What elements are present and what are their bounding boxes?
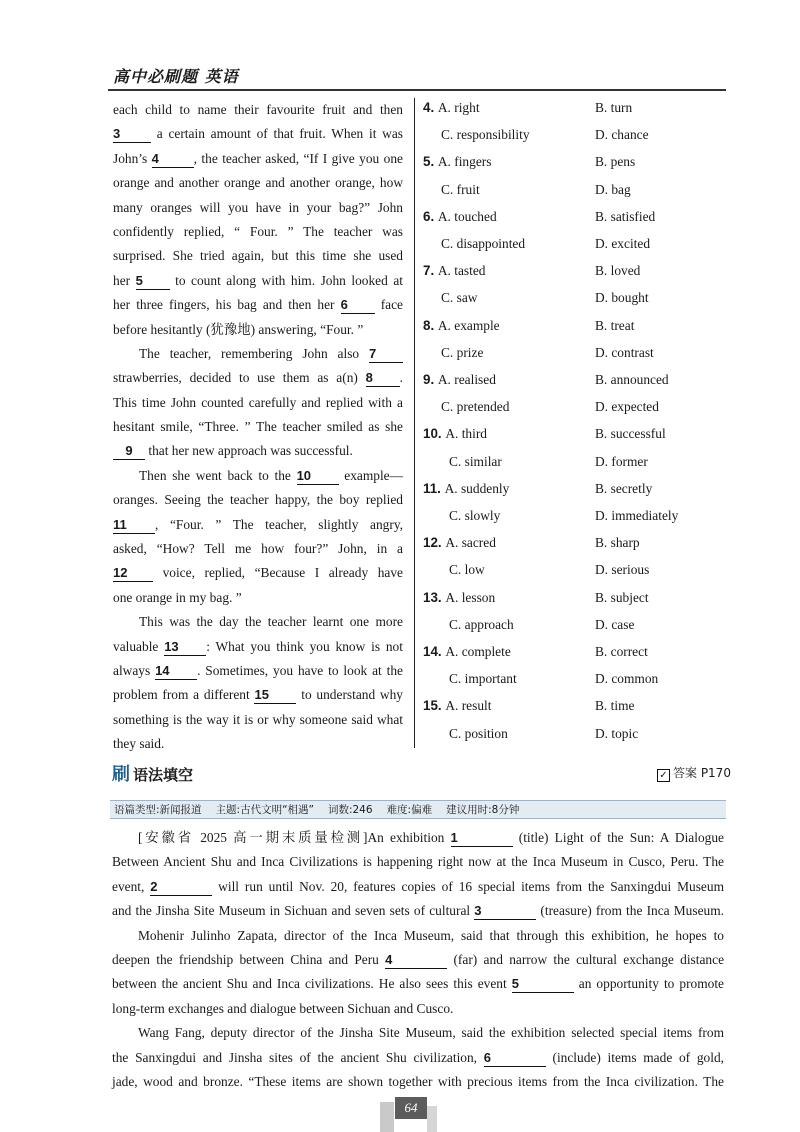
- blank-5: 5: [512, 976, 574, 993]
- option-row: [423, 207, 497, 227]
- option-c: C. prize: [441, 344, 484, 360]
- option-d: D. contrast: [595, 344, 654, 360]
- passage-info-bar: [110, 800, 726, 819]
- passage-line: strawberries, decided to use them as a(n) 8 .: [113, 370, 403, 386]
- option-c: C. similar: [449, 453, 502, 469]
- passage-line: orange and another orange and another orange, how: [113, 175, 403, 191]
- option-row: [423, 316, 500, 336]
- option-d: D. chance: [595, 127, 649, 143]
- check-icon: ✓: [657, 769, 670, 782]
- blank-14: 14: [155, 663, 197, 680]
- answer-reference-text: 答案 P170: [673, 766, 731, 780]
- page-decoration: [427, 1106, 437, 1132]
- option-d: D. case: [595, 616, 635, 632]
- option-b: B. subject: [595, 589, 649, 605]
- passage-line: Then she went back to the 10 example—: [139, 467, 403, 483]
- passage-line: 3 a certain amount of that fruit. When it was: [113, 126, 403, 142]
- passage-line: something is the way it is or why someone said what: [113, 711, 403, 727]
- blank-1: 1: [451, 830, 513, 847]
- passage-line: This time John counted carefully and replied with a: [113, 394, 403, 410]
- option-row: [423, 642, 511, 662]
- passage-line: event, 2 will run until Nov. 20, features copies of 16 special items from the Sanxingdui Museum: [112, 878, 724, 894]
- section-mark: 刷: [112, 764, 130, 785]
- passage-line: problem from a different 15 to understand why: [113, 687, 403, 703]
- passage-line: confidently replied, “ Four. ” The teacher was: [113, 223, 403, 239]
- option-a: A. result: [445, 698, 492, 714]
- option-row: [423, 696, 491, 716]
- cloze-passage: [113, 98, 403, 757]
- option-d: D. former: [595, 453, 648, 469]
- option-a: A. lesson: [445, 589, 496, 605]
- grammar-passage: [112, 826, 724, 1094]
- option-b: B. treat: [595, 317, 635, 333]
- option-c: C. important: [449, 671, 517, 687]
- blank-7: 7: [369, 346, 403, 363]
- option-c: C. fruit: [441, 181, 480, 197]
- option-row: [423, 533, 496, 553]
- option-c: C. position: [449, 725, 508, 741]
- passage-line: 12 voice, replied, “Because I already have: [113, 565, 403, 581]
- column-divider: [414, 98, 415, 748]
- info-item: 建议用时:8分钟: [446, 804, 520, 816]
- option-d: D. excited: [595, 236, 651, 251]
- passage-line: Mohenir Julinho Zapata, director of the Inca Museum, said that through this exhibition, he hopes to: [138, 927, 724, 943]
- blank-6: 6: [341, 297, 375, 314]
- option-b: B. satisfied: [595, 208, 656, 224]
- option-c: C. low: [449, 562, 485, 578]
- option-d: D. serious: [595, 562, 650, 578]
- option-a: A. example: [437, 317, 500, 333]
- info-item: 语篇类型:新闻报道: [114, 804, 202, 816]
- blank-6: 6: [484, 1050, 546, 1067]
- option-c: C. slowly: [449, 508, 501, 523]
- option-row: [423, 424, 487, 444]
- option-b: B. loved: [595, 263, 641, 279]
- page-number: 64: [395, 1097, 427, 1119]
- option-b: B. secretly: [595, 480, 653, 496]
- passage-line: her 5 to count along with him. John looked at: [113, 272, 403, 288]
- option-b: B. announced: [595, 372, 669, 387]
- page-decoration: [380, 1102, 394, 1132]
- passage-line: John’s 4 , the teacher asked, “If I give you one: [113, 150, 403, 166]
- option-a: A. tasted: [437, 263, 486, 279]
- question-number: 6.: [423, 208, 438, 224]
- question-number: 4.: [423, 100, 438, 115]
- option-b: B. correct: [595, 644, 648, 659]
- option-b: B. turn: [595, 100, 633, 115]
- option-d: D. immediately: [595, 508, 679, 523]
- blank-12: 12: [113, 565, 153, 582]
- option-b: B. successful: [595, 426, 666, 442]
- blank-2: 2: [150, 879, 212, 896]
- passage-line: each child to name their favourite fruit and then: [113, 102, 403, 117]
- option-d: D. topic: [595, 725, 639, 741]
- question-number: 15.: [423, 698, 446, 714]
- option-row: [423, 98, 480, 118]
- option-a: A. complete: [445, 644, 511, 659]
- option-a: A. right: [437, 100, 480, 115]
- passage-line: Between Ancient Shu and Inca Civilizations is happening right now at the Inca Museum in Cusco, Peru. The: [112, 854, 724, 870]
- passage-line: between the ancient Shu and Inca civilizations. He also sees this event 5 an opportunity to promote: [112, 976, 725, 992]
- passage-line: jade, wood and bronze. “These items are shown together with precious items from the Inca civilization. The: [112, 1073, 724, 1089]
- question-number: 7.: [423, 263, 438, 279]
- question-number: 8.: [423, 317, 438, 333]
- question-number: 14.: [423, 644, 446, 659]
- info-item: 难度:偏难: [386, 804, 433, 816]
- passage-line: valuable 13 : What you think you know is not: [113, 638, 403, 654]
- question-number: 9.: [423, 372, 438, 387]
- option-row: [423, 479, 509, 499]
- info-item: 词数:246: [327, 804, 373, 816]
- option-a: A. third: [445, 426, 487, 442]
- option-row: [423, 152, 491, 172]
- passage-line: and the Jinsha Site Museum in Sichuan and seven sets of cultural 3 (treasure) from the Inca Museum.: [112, 903, 724, 919]
- option-d: D. bought: [595, 290, 649, 306]
- question-number: 10.: [423, 426, 446, 442]
- passage-line: This was the day the teacher learnt one more: [139, 614, 403, 630]
- passage-line: many oranges will you have in your bag?” John: [113, 199, 403, 215]
- option-c: C. disappointed: [441, 236, 526, 251]
- passage-line: oranges. Seeing the teacher happy, the boy replied: [113, 492, 403, 508]
- section-title: 语法填空: [133, 766, 194, 784]
- book-header-title: 高中必刷题 英语: [113, 67, 239, 86]
- blank-4: 4: [152, 151, 194, 168]
- option-c: C. pretended: [441, 399, 510, 415]
- passage-line: 11 , “Four. ” The teacher, slightly angry,: [113, 516, 403, 532]
- option-b: B. time: [595, 698, 635, 714]
- option-a: A. realised: [437, 372, 496, 387]
- passage-line: long-term exchanges and dialogue between Sichuan and Cusco.: [112, 1000, 454, 1016]
- blank-9: 9: [113, 443, 145, 460]
- passage-line: The teacher, remembering John also 7: [113, 342, 403, 366]
- option-a: A. sacred: [445, 535, 496, 551]
- header-rule: [108, 89, 726, 91]
- option-b: B. pens: [595, 154, 636, 170]
- passage-line: hesitant smile, “Three. ” The teacher smiled as she: [113, 419, 403, 435]
- passage-line: 9 that her new approach was successful.: [113, 439, 403, 463]
- passage-line: asked, “How? Tell me how four?” John, in a: [113, 541, 403, 557]
- passage-line: the Sanxingdui and Jinsha sites of the ancient Shu civilization, 6 (include) items made of gold,: [112, 1049, 725, 1065]
- passage-line: Wang Fang, deputy director of the Jinsha Site Museum, said the exhibition selected special items from: [138, 1025, 724, 1041]
- answer-reference: [657, 764, 731, 782]
- option-c: C. approach: [449, 616, 514, 632]
- option-row: [423, 261, 486, 281]
- blank-10: 10: [297, 468, 339, 485]
- question-number: 5.: [423, 154, 438, 170]
- option-b: B. sharp: [595, 535, 640, 551]
- blank-3: 3: [113, 126, 151, 143]
- blank-4: 4: [385, 952, 447, 969]
- blank-3: 3: [474, 903, 536, 920]
- blank-5: 5: [136, 273, 170, 290]
- question-number: 11.: [423, 480, 445, 496]
- blank-8: 8: [366, 370, 400, 387]
- option-a: A. fingers: [437, 154, 492, 170]
- passage-line: always 14 . Sometimes, you have to look at the: [113, 662, 403, 678]
- option-row: [423, 370, 496, 390]
- question-number: 13.: [423, 589, 446, 605]
- option-d: D. bag: [595, 181, 631, 197]
- info-item: 主题:古代文明“相遇”: [215, 804, 314, 816]
- option-c: C. responsibility: [441, 127, 530, 143]
- option-a: A. suddenly: [444, 480, 510, 496]
- option-d: D. expected: [595, 399, 659, 415]
- passage-line: they said.: [113, 736, 165, 752]
- option-c: C. saw: [441, 290, 478, 306]
- section-heading: [112, 760, 193, 786]
- blank-13: 13: [164, 639, 206, 656]
- passage-line: deepen the friendship between China and Peru 4 (far) and narrow the cultural exchange distance: [112, 951, 725, 967]
- option-d: D. common: [595, 671, 659, 687]
- option-row: [423, 588, 495, 608]
- passage-line: surprised. She tried again, but this time she used: [113, 248, 403, 264]
- option-a: A. touched: [437, 208, 497, 224]
- question-number: 12.: [423, 535, 446, 551]
- passage-line: one orange in my bag. ”: [113, 589, 242, 605]
- blank-11: 11: [113, 517, 155, 534]
- passage-line: [安徽省 2025 高一期末质量检测]An exhibition 1 (title) Light of the Sun: A Dialogue: [138, 830, 724, 845]
- blank-15: 15: [254, 687, 296, 704]
- passage-line: before hesitantly (犹豫地) answering, “Four. ”: [113, 321, 364, 337]
- passage-line: her three fingers, his bag and then her 6 face: [113, 297, 403, 313]
